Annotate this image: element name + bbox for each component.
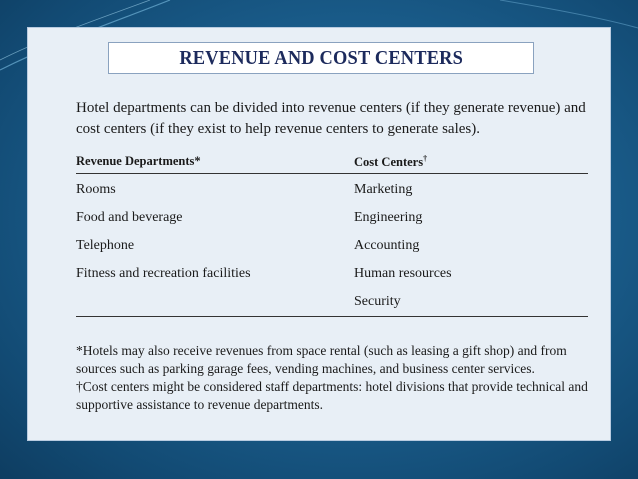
cost-row: Human resources [354, 266, 452, 281]
cost-row: Engineering [354, 210, 423, 225]
column-header-cost-label: Cost Centers [354, 155, 424, 170]
column-header-revenue: Revenue Departments* [76, 154, 201, 168]
cost-row: Accounting [354, 238, 420, 253]
footnote-revenue: *Hotels may also receive revenues from space rental (such as leasing a gift shop) and from sources such as parking garage fees, vending machines, and business center services. [76, 343, 567, 376]
intro-paragraph: Hotel departments can be divided into revenue centers (if they generate revenue) and cost centers (if they exist to help revenue centers to generate sales). [76, 100, 586, 137]
column-header-cost [354, 154, 427, 170]
content-panel [28, 28, 610, 440]
cost-row: Marketing [354, 182, 413, 197]
title-box [108, 42, 534, 74]
revenue-row: Fitness and recreation facilities [76, 266, 251, 281]
revenue-row: Telephone [76, 238, 135, 253]
footnote-cost: †Cost centers might be considered staff departments: hotel divisions that provide technical and supportive assistance to revenue departments. [76, 379, 588, 412]
cost-row: Security [354, 294, 401, 309]
revenue-row: Rooms [76, 182, 116, 197]
revenue-row: Food and beverage [76, 210, 183, 225]
table-bottom-rule [76, 316, 588, 317]
dagger-mark: † [423, 154, 428, 163]
page-title: REVENUE AND COST CENTERS [179, 47, 463, 69]
table-top-rule [76, 173, 588, 174]
